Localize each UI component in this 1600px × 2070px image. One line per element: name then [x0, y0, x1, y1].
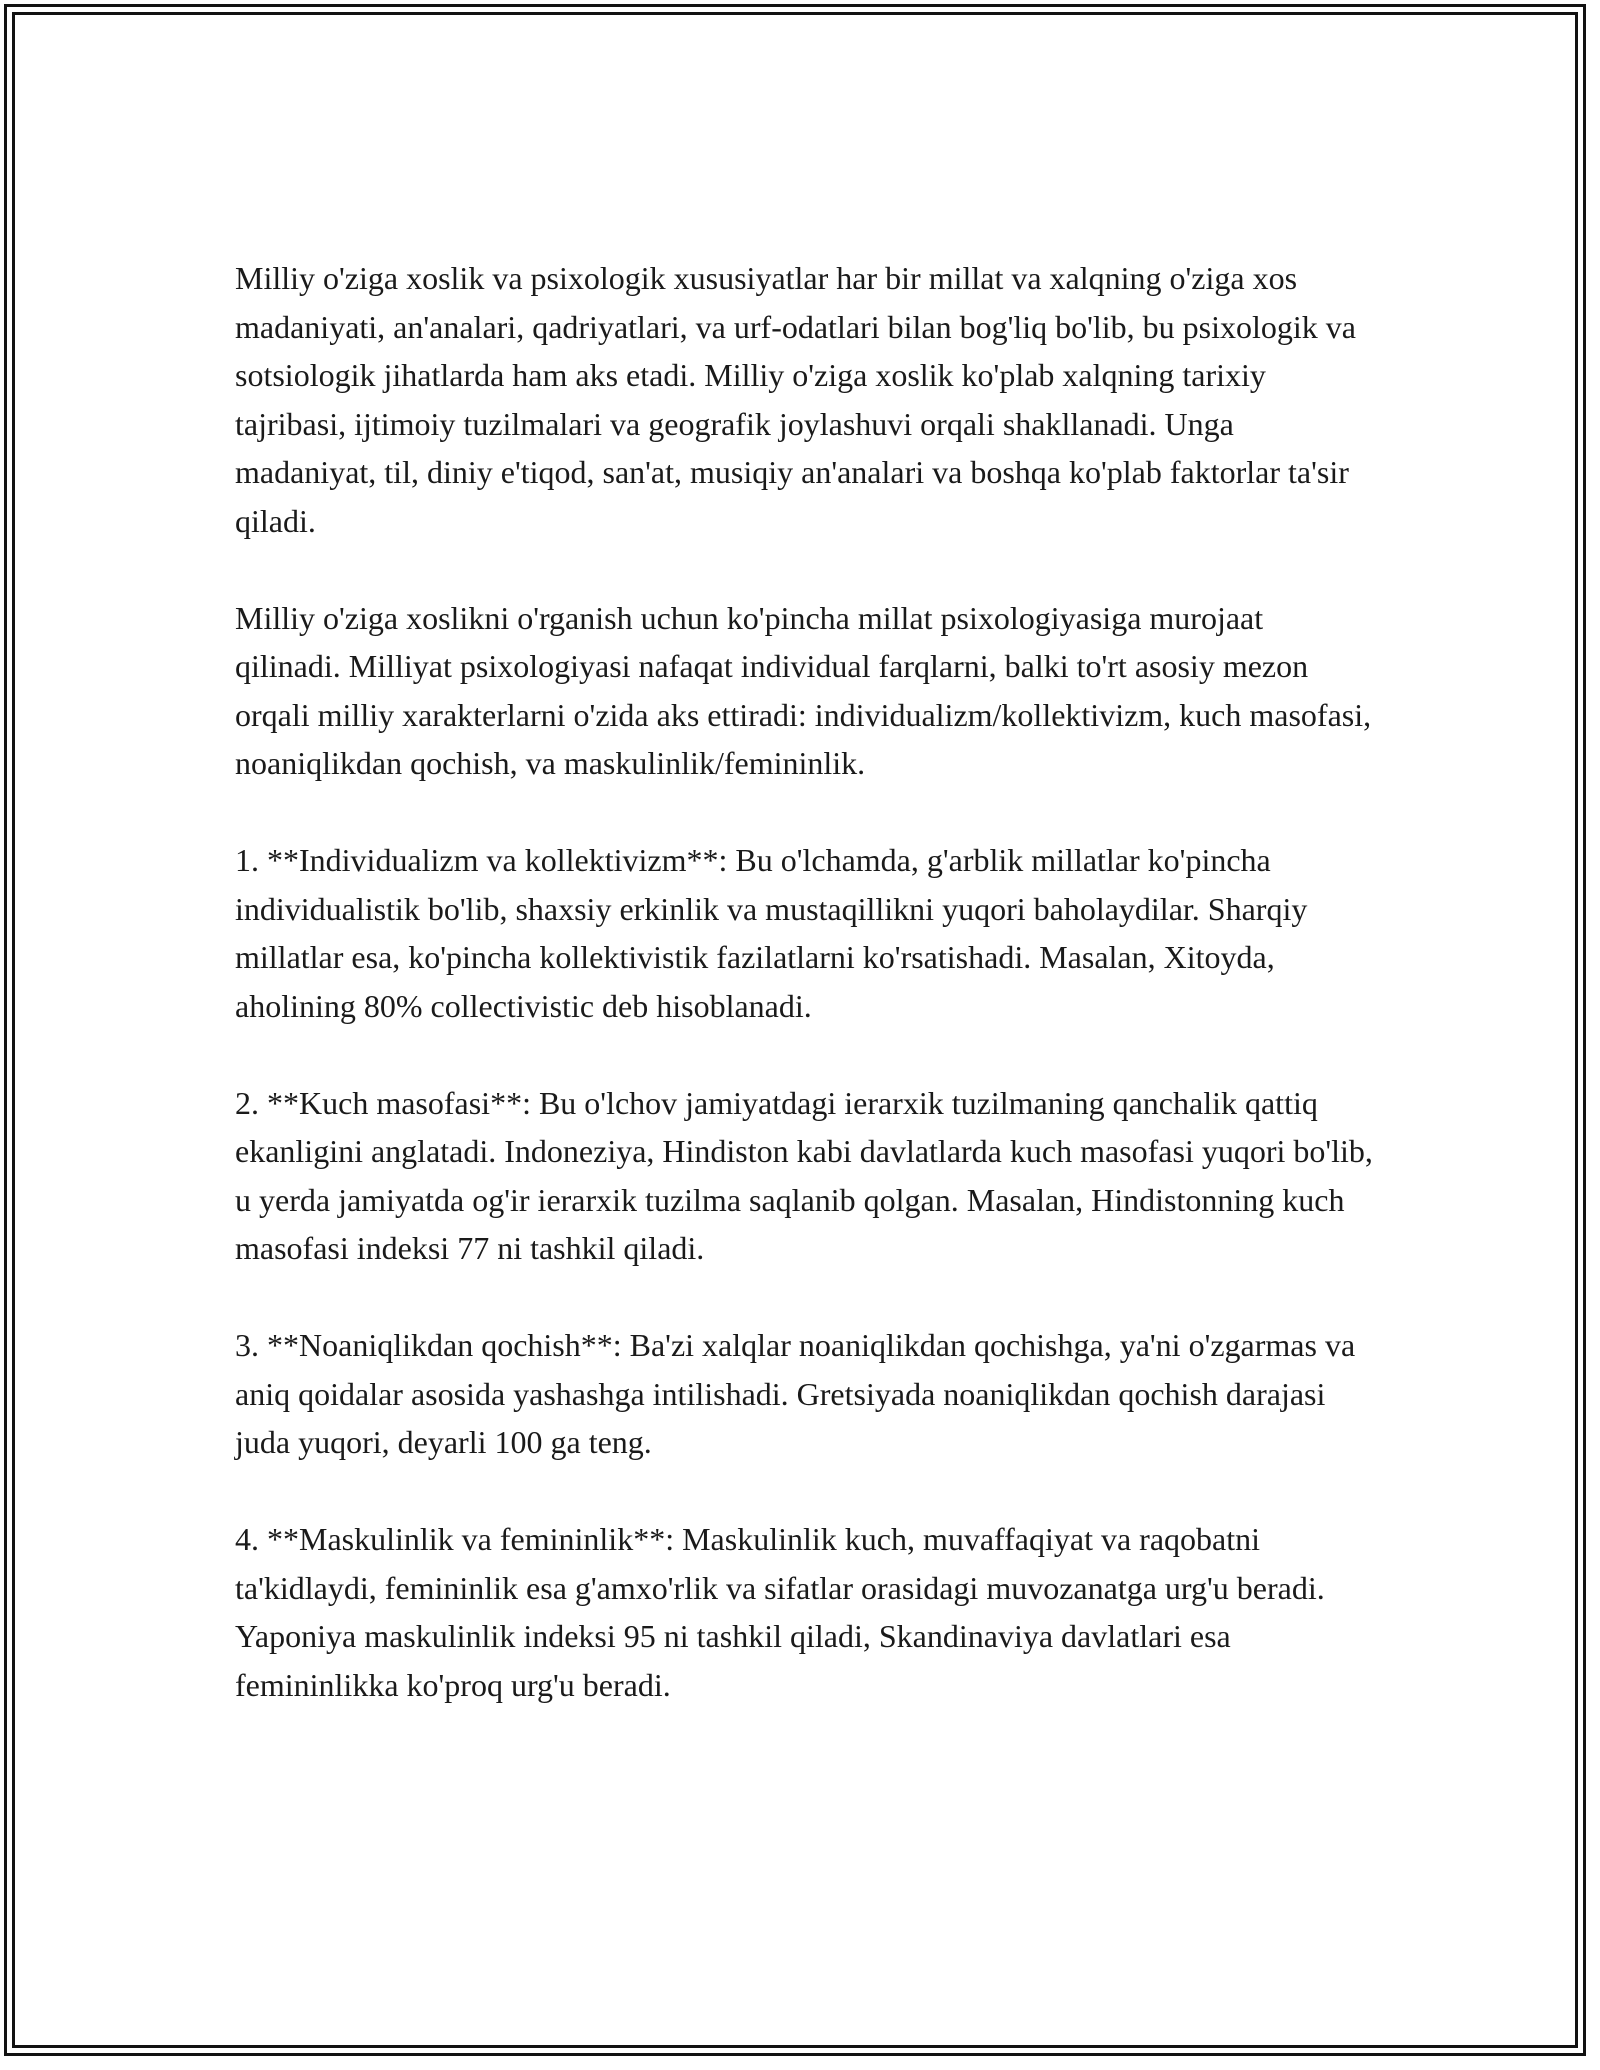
paragraph-power-distance: 2. **Kuch masofasi**: Bu o'lchov jamiyatdagi ierarxik tuzilmaning qanchalik qattiq ekanligini anglatadi. Indoneziya, Hindiston kabi davlatlarda kuch masofasi yuqori bo'lib, u yerda jamiyatda og'ir ierarxik tuzilma saqlanib qolgan. Masalan, Hindistonning kuch masofasi indeksi 77 ni tashkil qiladi. — [235, 1084, 1373, 1266]
paragraph-overview: Milliy o'ziga xoslikni o'rganish uchun ko'pincha millat psixologiyasiga murojaat qilinadi. Milliyat psixologiyasi nafaqat individual farqlarni, balki to'rt asosiy mezon orqali milliy xarakterlarni o'zida aks ettiradi: individualizm/kollektivizm, kuch masofasi, noaniqlikdan qochish, va maskulinlik/femininlik. — [235, 599, 1372, 781]
paragraph-masculinity: 4. **Maskulinlik va femininlik**: Maskulinlik kuch, muvaffaqiyat va raqobatni ta'kidlaydi, femininlik esa g'amxo'rlik va sifatlar orasidagi muvozanatga urg'u beradi. Yaponiya maskulinlik indeksi 95 ni tashkil qiladi, Skandinaviya davlatlari esa femininlikka ko'proq urg'u beradi. — [235, 1521, 1325, 1703]
document-body — [235, 254, 1375, 1758]
paragraph-intro: Milliy o'ziga xoslik va psixologik xususiyatlar har bir millat va xalqning o'ziga xos madaniyati, an'analari, qadriyatlari, va urf-odatlari bilan bog'liq bo'lib, bu psixologik va sotsiologik jihatlarda ham aks etadi. Milliy o'ziga xoslik ko'plab xalqning tarixiy tajribasi, ijtimoiy tuzilmalari va geografik joylashuvi orqali shakllanadi. Unga madaniyat, til, diniy e'tiqod, san'at, musiqiy an'analari va boshqa ko'plab faktorlar ta'sir qiladi. — [235, 260, 1356, 539]
paragraph-individualism: 1. **Individualizm va kollektivizm**: Bu o'lchamda, g'arblik millatlar ko'pincha individualistik bo'lib, shaxsiy erkinlik va mustaqillikni yuqori baholaydilar. Sharqiy millatlar esa, ko'pincha kollektivistik fazilatlarni ko'rsatishadi. Masalan, Xitoyda, aholining 80% collectivistic deb hisoblanadi. — [235, 842, 1308, 1024]
paragraph-uncertainty-avoidance: 3. **Noaniqlikdan qochish**: Ba'zi xalqlar noaniqlikdan qochishga, ya'ni o'zgarmas va aniq qoidalar asosida yashashga intilishadi. Gretsiyada noaniqlikdan qochish darajasi juda yuqori, deyarli 100 ga teng. — [235, 1327, 1356, 1460]
